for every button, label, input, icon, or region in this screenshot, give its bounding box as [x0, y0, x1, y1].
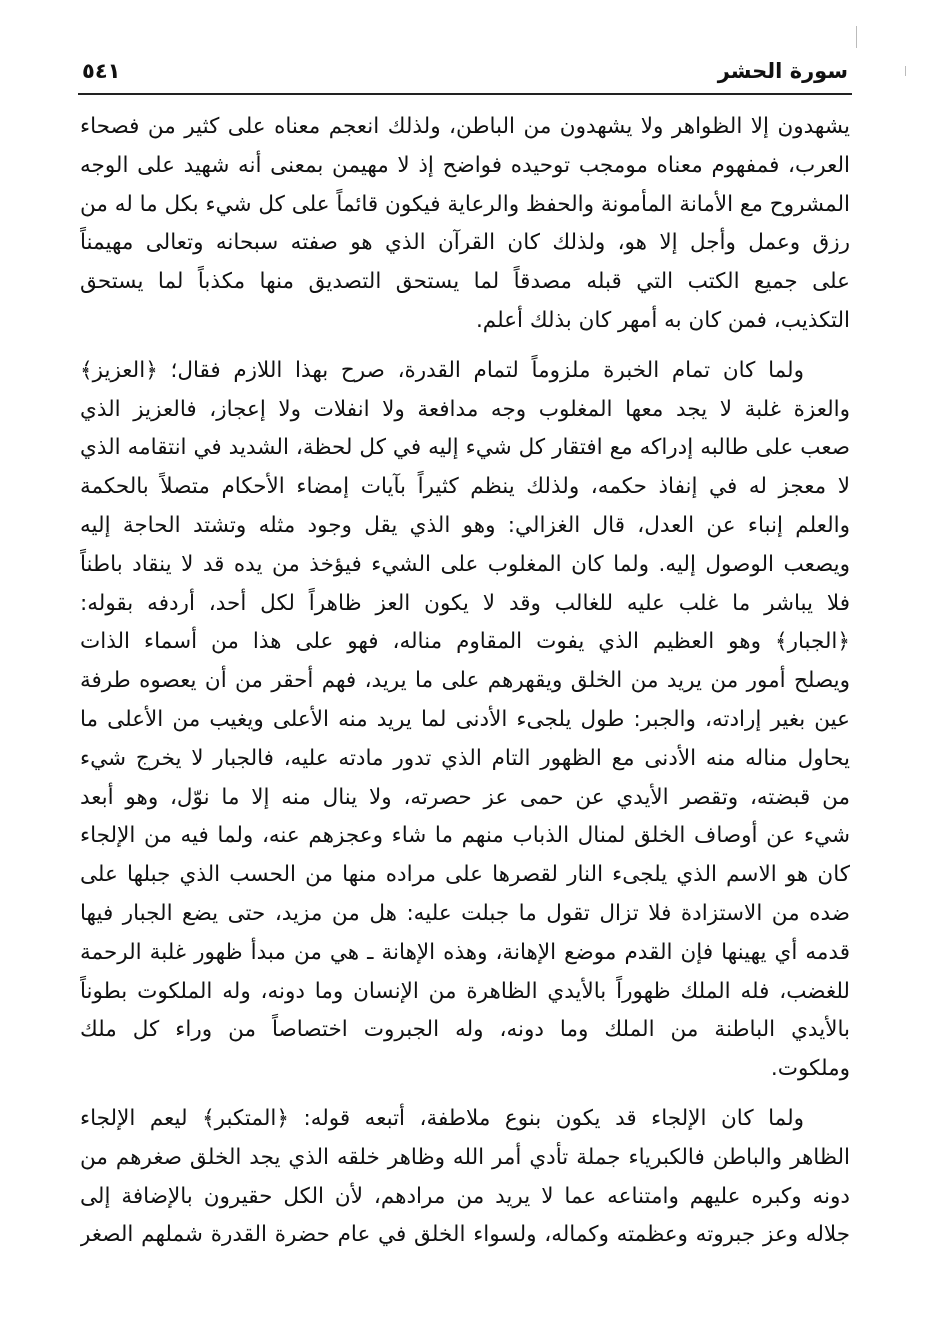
surah-title: سورة الحشر [717, 59, 848, 83]
text-line: جلاله وعز جبروته وعظمته وكماله، ولسواء الخلق في عام حضرة القدرة شملهم الصغر [80, 1222, 850, 1248]
paragraph-1 [80, 108, 850, 341]
text-line: صعب على طالبه إدراكه مع افتقار كل شيء إليه في كل لحظة، الشديد في انتقامه الذي [80, 435, 850, 461]
page-number: ٥٤١ [82, 59, 121, 83]
scan-artifact [856, 26, 857, 48]
text-line: والعزة غلبة لا يجد معها المغلوب وجه مدافعة ولا انفلات ولا إعجاز، فالعزيز الذي [80, 396, 850, 422]
text-line: يشهدون إلا الظواهر ولا يشهدون من الباطن، ولذلك انعجم معناه على كثير من فصحاء [80, 114, 850, 139]
text-line: العرب، فمفهوم معناه مومجب توحيده فواضح إذ لا مهيمن بمعنى أنه شهيد على الوجه [80, 152, 850, 178]
paragraph-2 [80, 352, 850, 1089]
body-text [80, 108, 850, 1255]
text-line: للغضب، فله الملك ظهوراً بالأيدي الظاهرة من الإنسان وما دونه، وله الملكوت بطوناً [80, 978, 850, 1004]
paragraph-3 [80, 1100, 850, 1255]
text-line: فلا يباشر ما غلب عليه للغالب وقد لا يكون العز ظاهراً لكل أحد، أردفه بقوله: [80, 590, 850, 616]
text-line: قدمه أي يهينها فإن القدم موضع الإهانة، وهذه الإهانة ـ هي من مبدأ ظهور غلبة الرحمة [80, 939, 850, 965]
text-line: ضده من الاستزادة فلا تزال تقول ما جبلت عليه: هل من مزيد، حتى يضع الجبار فيها [80, 900, 850, 926]
text-line: المشروح مع الأمانة المأمونة والحفظ والرعاية فيكون قائماً على كل شيء بكل ما له من [80, 191, 850, 217]
scan-artifact [905, 66, 906, 76]
text-line: ويصلح أمور من يريد من الخلق ويقهرهم على ما يريد، فهم أحقر من أن يعصوه طرفة [80, 668, 850, 694]
text-line: من قبضته، وتقصر الأيدي عن حمى عز حصرته، ولا ينال منه إلا ما نوّل، وهو أبعد [80, 784, 850, 810]
text-line: رزق وعمل وأجل إلا هو، ولذلك كان القرآن الذي هو صفته سبحانه وتعالى مهيمناً [80, 230, 850, 256]
text-line: ولما كان تمام الخبرة ملزوماً لتمام القدرة، صرح بهذا اللازم فقال؛ ﴿العزيز﴾ [80, 357, 804, 383]
text-line: التكذيب، فمن كان به أمهر كان بذلك أعلم. [475, 307, 850, 333]
page-header [78, 55, 852, 95]
text-line: على جميع الكتب التي قبله مصدقاً لما يستحق التصديق منها مكذباً لما يستحق [80, 269, 850, 295]
text-line: ﴿الجبار﴾ وهو العظيم الذي يفوت المقاوم مناله، فهو على هذا من أسماء الذات [80, 629, 850, 655]
text-line: كان هو الاسم الذي يلجىء النار لقصرها على مراده منها من الحسب الذي جبلها على [80, 862, 850, 888]
text-line: عين بغير إرادته، والجبر: طول يلجىء الأدنى لما يريد منه الأعلى ويغيب من الأعلى ما [80, 706, 850, 732]
text-line: والعلم إنباء عن العدل، قال الغزالي: وهو الذي يقل وجود مثله وتشتد الحاجة إليه [80, 512, 850, 538]
text-line: يحاول مناله منه الأدنى مع الظهور التام الذي تدور مادته عليه، فالجبار لا يخرج شيء [80, 745, 850, 771]
text-line: الظاهر والباطن فالكبرياء جملة تأدي أمر الله وظاهر خلقه الذي يجد الخلق صغرهم من [80, 1144, 850, 1170]
header-rule [78, 93, 852, 95]
text-line: ولما كان الإلجاء قد يكون بنوع ملاطفة، أتبعه قوله: ﴿المتكبر﴾ ليعم الإلجاء [80, 1105, 804, 1131]
text-line: شيء عن أوصاف الخلق لمنال الذباب منهم ما شاء وعجزهم عنه، ولما فيه من الإلجاء [80, 823, 850, 849]
text-line: لا معجز له في إنفاذ حكمه، ولذلك ينظم كثيراً بآيات إمضاء الأحكام متصلاً بالحكمة [80, 474, 850, 500]
text-line: بالأيدي الباطنة من الملك وما دونه، وله الجبروت اختصاصاً من وراء كل ملك [80, 1017, 850, 1043]
text-line: دونه وكبره عليهم وامتناعه عما لا يريد من مرادهم، لأن الكل حقيرون بالإضافة إلى [80, 1183, 850, 1209]
text-line: ويصعب الوصول إليه. ولما كان المغلوب على الشيء فيؤخذ من يده قد لا ينقاد باطناً [80, 551, 850, 577]
text-line: وملكوت. [770, 1056, 850, 1082]
